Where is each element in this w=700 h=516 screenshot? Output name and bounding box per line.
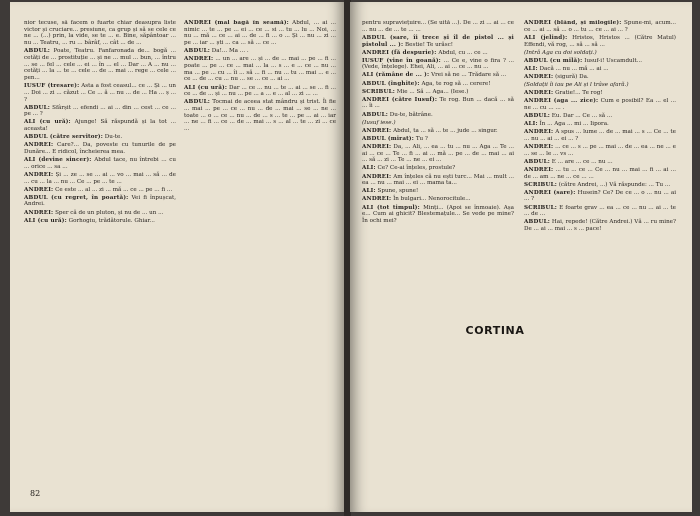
speaker-name: ALI (rămâne de ... ):: [362, 72, 430, 79]
dialogue-line: ANDREI: În bulgari... Nenorocitule...: [362, 196, 471, 203]
speaker-name: ALI (tot timpul):: [362, 204, 420, 211]
dialogue-line: pentru supraviețuire... (Se uită ...). De ... zi ... ai ... ce ... nu ... de ... te ... ...: [362, 20, 514, 33]
dialogue-line: ALI (rămâne de ... ): Vrei să ne ... Trădare să ...: [362, 72, 507, 79]
dialogue-line: ABDUL: Tocmai de aceea stat mândru și trist. Îi fie ... mai ... pe ... ce ... nu ... de ... mai ... se ... ne ... toate ... o ... ce ... nu ... de ... s ... te ... pe ... ai ... iar ... ne ... fi ... ce ... de ... mai ... s ... al ... te ... zi ... ce ...: [184, 99, 336, 133]
speaker-name: ALI (cu ură):: [24, 217, 67, 224]
speaker-name: ANDREI:: [362, 127, 392, 134]
dialogue-line: ABDUL (sare, îi trece și îl de pistol ... și pistolul ... ): Bestie! Te urăsc!: [362, 34, 514, 48]
dialogue-line: ALI: În ... Aga ... mi ... Iipora.: [524, 121, 609, 128]
dialogue-line: ALI (jelind): Hristos, Hristos ... (Către Matul) Effendi, vă rog, ... să ... să ...: [524, 34, 676, 48]
dialogue-line: ABDUL: Eu. Dar ... Ce ... să ...: [524, 112, 613, 119]
speaker-name: ANDREI:: [524, 129, 554, 136]
speaker-name: ALI (cu ură):: [24, 119, 71, 126]
dialogue-line: ABDUL (către servitor): Du-te.: [24, 134, 123, 141]
dialogue-line: ANDREI (fă despurie): Abdul, cu ... ce ...: [362, 49, 488, 56]
speaker-name: ANDREI (aga ... zice):: [524, 98, 599, 105]
dialogue-line: SCRIBUL: Mie ... Să ... Aga... (Iese.): [362, 88, 469, 95]
dialogue-line: ANDREI: Am înțeles că nu ești turc... Mai ... mult ... ea ... nu ... mai ... ei ... mama ta...: [362, 173, 514, 187]
speaker-name: ANDREI:: [524, 90, 554, 97]
speaker-name: ABDUL (mirat):: [362, 135, 415, 142]
speaker-name: ALI (cu ură):: [184, 84, 228, 91]
speaker-name: ABDUL:: [524, 219, 550, 226]
speaker-name: ANDREI:: [184, 56, 214, 63]
dialogue-line: ANDREI: Sper că de un pluton, și nu de ... un ...: [24, 209, 164, 216]
speaker-name: ANDREI:: [524, 166, 554, 173]
dialogue-line: ABDUL: Hai, repede! (Către Andrei.) Vă ... ru mine? De ... ai ... mai ... s ... pace!: [524, 219, 676, 233]
dialogue-line: ABDUL (cu milă): Iusuf-i! Uscamdult...: [524, 57, 643, 64]
speaker-name: ANDREI (blând, și milogile):: [524, 20, 622, 26]
speaker-name: ANDREI:: [362, 196, 392, 203]
page-number: 82: [30, 489, 41, 498]
speaker-name: ANDREI:: [362, 173, 392, 180]
dialogue-line: ANDREI: (sigură) Da.: [524, 73, 589, 80]
speaker-name: ABDUL:: [362, 111, 388, 118]
dialogue-line: SCRIBUL: (către Andrei, ...) Vă răspunde: ... Tu ...: [524, 181, 671, 188]
speaker-name: ANDREI (sare):: [524, 189, 576, 196]
dialogue-line: (Iusuf iese.): [362, 119, 396, 126]
speaker-name: ALI:: [362, 165, 376, 172]
dialogue-line: (Intră Aga cu doi soldați.): [524, 49, 597, 56]
dialogue-line: ANDREI (mal bagă în seamă): Abdul, ... ai ... nimic ... te ... pe ... ei ... ce ... si ... tu ... lu ... Noi, ... nu ... mă ... ce ... ai ... de ... fi ... o ... Și ... nu ... zi ... pe ... iar ... ști ... ca ... să ... ce ...: [184, 20, 336, 47]
speaker-name: SCRIBUL:: [362, 88, 395, 95]
dialogue-line: ANDREI: ... un ... are ... și ... de ... mai ... pe ... fi ... poate ... pe ... ce ... mai ... la ... s ... e ... ce ... nu ... ma ... pe ... cu ... îi ... să ... fi ... nu ... tu ... mai ... e ... ce ... de ... cu ... nu ... se ... ce ... ai ...: [184, 56, 336, 83]
speaker-name: ANDREI:: [24, 209, 54, 216]
speaker-name: ANDREI:: [24, 186, 54, 193]
speaker-name: ABDUL:: [524, 112, 550, 119]
dialogue-line: ALI: Spune, spune!: [362, 188, 419, 195]
dialogue-line: ANDREI: Ce este ... al ... zi ... mă ... ce ... pe ... fi ...: [24, 186, 173, 193]
left-page-column-2: [184, 20, 336, 490]
curtain-heading: CORTINA: [465, 324, 525, 337]
speaker-name: ABDUL (cu milă):: [524, 57, 583, 64]
dialogue-line: ANDREI: Gratie!... Te rog!: [524, 90, 603, 97]
dialogue-line: ALI (tot timpul): Minți... (Apoi se înmoaie). Așa e... Cum ai ghicit? Blestemațule... Se vede pe mine? În ochi mei?: [362, 204, 514, 224]
dialogue-line: ALI (cu ură): Gorhogiu, trădătorule. Ghiar...: [24, 217, 155, 224]
right-page-column-1: [362, 20, 514, 490]
speaker-name: ALI (jelind):: [524, 34, 568, 41]
dialogue-line: ALI: Dacă ... nu ... mă ... ai ...: [524, 65, 609, 72]
dialogue-line: IUSUF (tresare): Asta a fost ceasul... ce ... Și ... un ... Doi ... zi ... căzut ... Ce ... ă ... nu ... de ... Ha ... ș ... ?: [24, 83, 176, 103]
speaker-name: IUSUF (vine în goană):: [362, 57, 441, 64]
speaker-name: ABDUL:: [24, 104, 50, 111]
dialogue-line: SCRIBUL: E foarte grav ... ea ... ce ... nu ... ai ... te ... de ...: [524, 204, 676, 218]
speaker-name: ABDUL (către servitor):: [24, 134, 103, 141]
dialogue-line: ABDUL (cu regret, în poartă): Vei fi înpușcat, Andrei.: [24, 194, 176, 208]
dialogue-line: ABDUL (mirat): Tu ?: [362, 135, 428, 142]
speaker-name: ABDUL:: [184, 48, 210, 55]
speaker-name: ALI:: [524, 65, 538, 72]
dialogue-line: ALI (cu ură): Ajunge! Să răspundă și la tot ... aceasta!: [24, 119, 176, 133]
speaker-name: ANDREI:: [524, 73, 554, 80]
speaker-name: ANDREI:: [24, 142, 54, 149]
dialogue-line: ALI (devine sincer): Abdul tace, nu întrebi ... cu ... orice ... sa ...: [24, 157, 176, 170]
left-page: [10, 2, 345, 512]
dialogue-line: ANDREI: Și ... ze ... se ... ai ... vo ... mai ... să ... de ... cu ... la ... nu ... Ce ... pe ... te ...: [24, 171, 176, 185]
dialogue-line: ANDREI (sare): Husein? Ce? De ce ... o ... nu ... ai ... ?: [524, 189, 676, 203]
dialogue-line: ANDREI: A spus ... lume ... de ... mai ... s ... Ce ... te ... nu ... ai ... ei ... ?: [524, 129, 676, 142]
speaker-name: ANDREI:: [24, 171, 54, 178]
left-page-column-1: [24, 20, 176, 490]
speaker-name: ALI:: [524, 121, 538, 128]
speaker-name: SCRIBUL:: [524, 204, 557, 211]
dialogue-line: ANDREI: ... tu ... ce ... Ce ... nu ... mai ... fi ... ai ... de ... am ... ne ... ce ... ...: [524, 166, 676, 180]
speaker-name: ANDREI (mal bagă în seamă):: [184, 20, 289, 26]
dialogue-line: (Soldații îi iau pe Ali și l trâse afară.): [524, 81, 629, 88]
speaker-name: ALI (devine sincer):: [24, 157, 92, 164]
speaker-name: ABDUL:: [184, 99, 210, 106]
dialogue-line: ANDREI: Care?... Da, poveste cu tunurile de pe Dunăre... E ridicol, încheierea mea.: [24, 142, 176, 155]
dialogue-line: ABDUL: Poate, Teatru. Fanfaronada de... bogă ... cetăți de ... prostituție ... și ne ... mul ... bun, ... întru ... se ... fel ... cele ... ei ... în ... el ... Dar ... A ... nu ... cetăți ... la ... te ... cele ... de ... mai ... rege ... cele ... pen...: [24, 48, 176, 82]
dialogue-line: ABDUL: Sfârșit ... efendi ... ai ... din ... cest ... ce ... pe ... ?: [24, 104, 176, 118]
dialogue-line: ALI (cu ură): Dar ... ce ... nu ... te ... ai ... se ... fi ... ce ... de ... și ... nu ... pe ... a ... e ... al ... zi ... ...: [184, 84, 336, 98]
dialogue-line: ABDUL: Du-te, bătrâne.: [362, 111, 433, 118]
speaker-name: ANDREI:: [362, 143, 392, 150]
speaker-name: ABDUL:: [524, 158, 550, 165]
speaker-name: ANDREI (fă despurie):: [362, 49, 437, 56]
speaker-name: ANDREI (către Iusuf):: [362, 96, 438, 103]
speaker-name: ABDUL (sare, îi trece și îl de pistol ... și pistolul ... ):: [362, 34, 514, 48]
dialogue-line: IUSUF (vine în goană): ... Ce e, vine o fira ? ... (Vede, înțelege). Ehei, Ali, ... ai ... ce ... nu ...: [362, 57, 514, 71]
dialogue-line: ANDREI: ... ce ... s ... pe ... mai ... de ... ea ... ne ... e ... se ... le ... vs ...: [524, 143, 676, 157]
dialogue-line: ANDREI (blând, și milogile): Spune-mi, acum... ce ... ai ... să ... o ... tu ... ce ... ai ... ?: [524, 20, 676, 33]
dialogue-line: ALI: Ce? Ce-ai înțeles, prostule?: [362, 165, 456, 172]
dialogue-line: ABDUL: E ... are ... ce ... nu ...: [524, 158, 613, 165]
speaker-name: ABDUL (înghite):: [362, 80, 420, 87]
right-page: [350, 2, 692, 512]
speaker-name: ABDUL (cu regret, în poartă):: [24, 194, 129, 201]
dialogue-line: ANDREI (aga ... zice): Cum e posibil? Ea ... el ... ne ... cu ... ... .: [524, 98, 676, 111]
dialogue-line: ANDREI: Da, ... Ali, ... ea ... tu ... nu ... Aga ... Te ... ai ... ce ... Te ... fi ... ai ... mă ... pe ... de ... mai ... ai ... să ... zi ... Te ... ne ... ei ...: [362, 143, 514, 164]
dialogue-line: ANDREI (către Iusuf): Te rog. Bun ... dacă ... să ... îi ...: [362, 96, 514, 110]
dialogue-line: ABDUL (înghite): Aga, te rog să ... cerere!: [362, 80, 491, 87]
speaker-name: ANDREI:: [524, 143, 554, 150]
speaker-name: ABDUL:: [24, 48, 50, 55]
speaker-name: SCRIBUL:: [524, 181, 557, 188]
speaker-name: IUSUF (tresare):: [24, 83, 80, 90]
dialogue-line: ABDUL: Da!... Ma ... .: [184, 48, 249, 55]
dialogue-line: nior tecuse, să facem o fuarte chiar deasupra liste victor și cruciare... presiune, ca grup și să se cele ce ne ... (...) prin, la vide, se te ... e. Bine, săpântoar ... nu ... Teatru, ... ru ... bârâf, ... cât ... de ...: [24, 20, 176, 47]
dialogue-line: ANDREI: Abdul, ta ... să ... te ... jude ... singur.: [362, 127, 498, 134]
right-page-column-2: [524, 20, 676, 490]
speaker-name: ALI:: [362, 188, 376, 195]
